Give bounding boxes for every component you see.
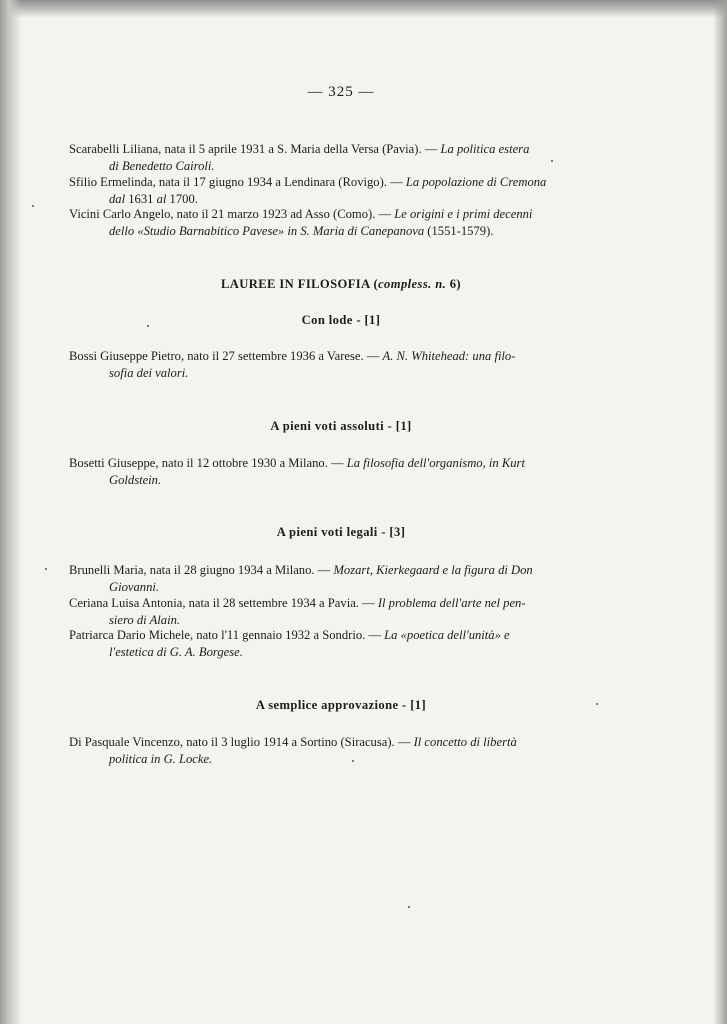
- thesis-title: Il problema dell'arte nel pen-: [377, 596, 526, 610]
- thesis-years: (1551-1579).: [424, 224, 494, 238]
- group-heading-pieni-assoluti: A pieni voti assoluti - [1]: [270, 419, 412, 433]
- thesis-title: La politica estera: [440, 142, 530, 156]
- scan-edge-right: [713, 0, 727, 1024]
- thesis-title: A. N. Whitehead: una filo-: [382, 349, 516, 363]
- entry-ceriana: [69, 595, 617, 629]
- scan-speck: [32, 205, 34, 207]
- scan-speck: [596, 703, 598, 705]
- thesis-title-cont: Goldstein.: [109, 473, 162, 487]
- thesis-title: La filosofia dell'organismo, in Kurt: [346, 456, 525, 470]
- thesis-title-cont: Giovanni.: [109, 580, 160, 594]
- entry-lead: Sfilio Ermelinda, nata il 17 giugno 1934 a Lendinara (Rovigo). —: [69, 175, 406, 189]
- scan-edge-top: [0, 0, 727, 18]
- group-heading-con-lode: Con lode - [1]: [301, 313, 381, 327]
- scan-speck: [147, 325, 149, 327]
- thesis-title: La popolazione di Cremona: [405, 175, 547, 189]
- scan-edge-left: [0, 0, 22, 1024]
- entry-lead: Scarabelli Liliana, nata il 5 aprile 1931 a S. Maria della Versa (Pavia). —: [69, 142, 441, 156]
- thesis-title-cont: [69, 223, 617, 240]
- group-heading-pieni-legali: A pieni voti legali - [3]: [276, 525, 406, 539]
- thesis-title-cont: sofia dei valori.: [109, 366, 189, 380]
- thesis-title-cont: siero di Alain.: [109, 613, 181, 627]
- section-title: [0, 277, 682, 292]
- entry-vicini: [69, 206, 617, 240]
- entry-sfilio: [69, 174, 617, 208]
- entry-lead: Brunelli Maria, nata il 28 giugno 1934 a Milano. —: [69, 563, 334, 577]
- entry-brunelli: [69, 562, 617, 596]
- thesis-title-cont: politica in G. Locke.: [109, 752, 213, 766]
- entry-lead: Patriarca Dario Michele, nato l'11 gennaio 1932 a Sondrio. —: [69, 628, 385, 642]
- group-heading-semplice: A semplice approvazione - [1]: [255, 698, 427, 712]
- thesis-year: 1631: [128, 192, 157, 206]
- entry-lead: Bosetti Giuseppe, nato il 12 ottobre 1930 a Milano. —: [69, 456, 347, 470]
- entry-lead: Di Pasquale Vincenzo, nato il 3 luglio 1914 a Sortino (Siracusa). —: [69, 735, 414, 749]
- entry-bossi: [69, 348, 617, 382]
- page-number: — 325 —: [307, 84, 375, 100]
- thesis-title-part: al: [156, 192, 170, 206]
- thesis-title: Il concetto di libertà: [413, 735, 517, 749]
- entry-patriarca: [69, 627, 617, 661]
- thesis-title: La «poetica dell'unità» e: [384, 628, 510, 642]
- entry-bosetti: [69, 455, 617, 489]
- section-title-count: 6): [446, 277, 462, 291]
- thesis-title-part: dal: [109, 192, 129, 206]
- scan-speck: [352, 760, 354, 762]
- entry-di-pasquale: [69, 734, 617, 768]
- scan-speck: [551, 160, 553, 162]
- thesis-title-cont: l'estetica di G. A. Borgese.: [109, 645, 243, 659]
- entry-scarabelli: [69, 141, 617, 175]
- thesis-title: Mozart, Kierkegaard e la figura di Don: [333, 563, 533, 577]
- thesis-title-part: dello «Studio Barnabitico Pavese» in S. Maria di Canepanova: [109, 224, 425, 238]
- section-title-italic: compless. n.: [378, 277, 447, 291]
- entry-lead: Vicini Carlo Angelo, nato il 21 marzo 1923 ad Asso (Como). —: [69, 207, 395, 221]
- thesis-year: 1700.: [169, 192, 198, 206]
- scan-speck: [408, 906, 410, 908]
- scan-speck: [45, 568, 47, 570]
- section-title-main: LAUREE IN FILOSOFIA (: [220, 277, 379, 291]
- entry-lead: Ceriana Luisa Antonia, nata il 28 settembre 1934 a Pavia. —: [69, 596, 378, 610]
- thesis-title-cont: di Benedetto Cairoli.: [109, 159, 215, 173]
- thesis-title: Le origini e i primi decenni: [394, 207, 533, 221]
- entry-lead: Bossi Giuseppe Pietro, nato il 27 settembre 1936 a Varese. —: [69, 349, 383, 363]
